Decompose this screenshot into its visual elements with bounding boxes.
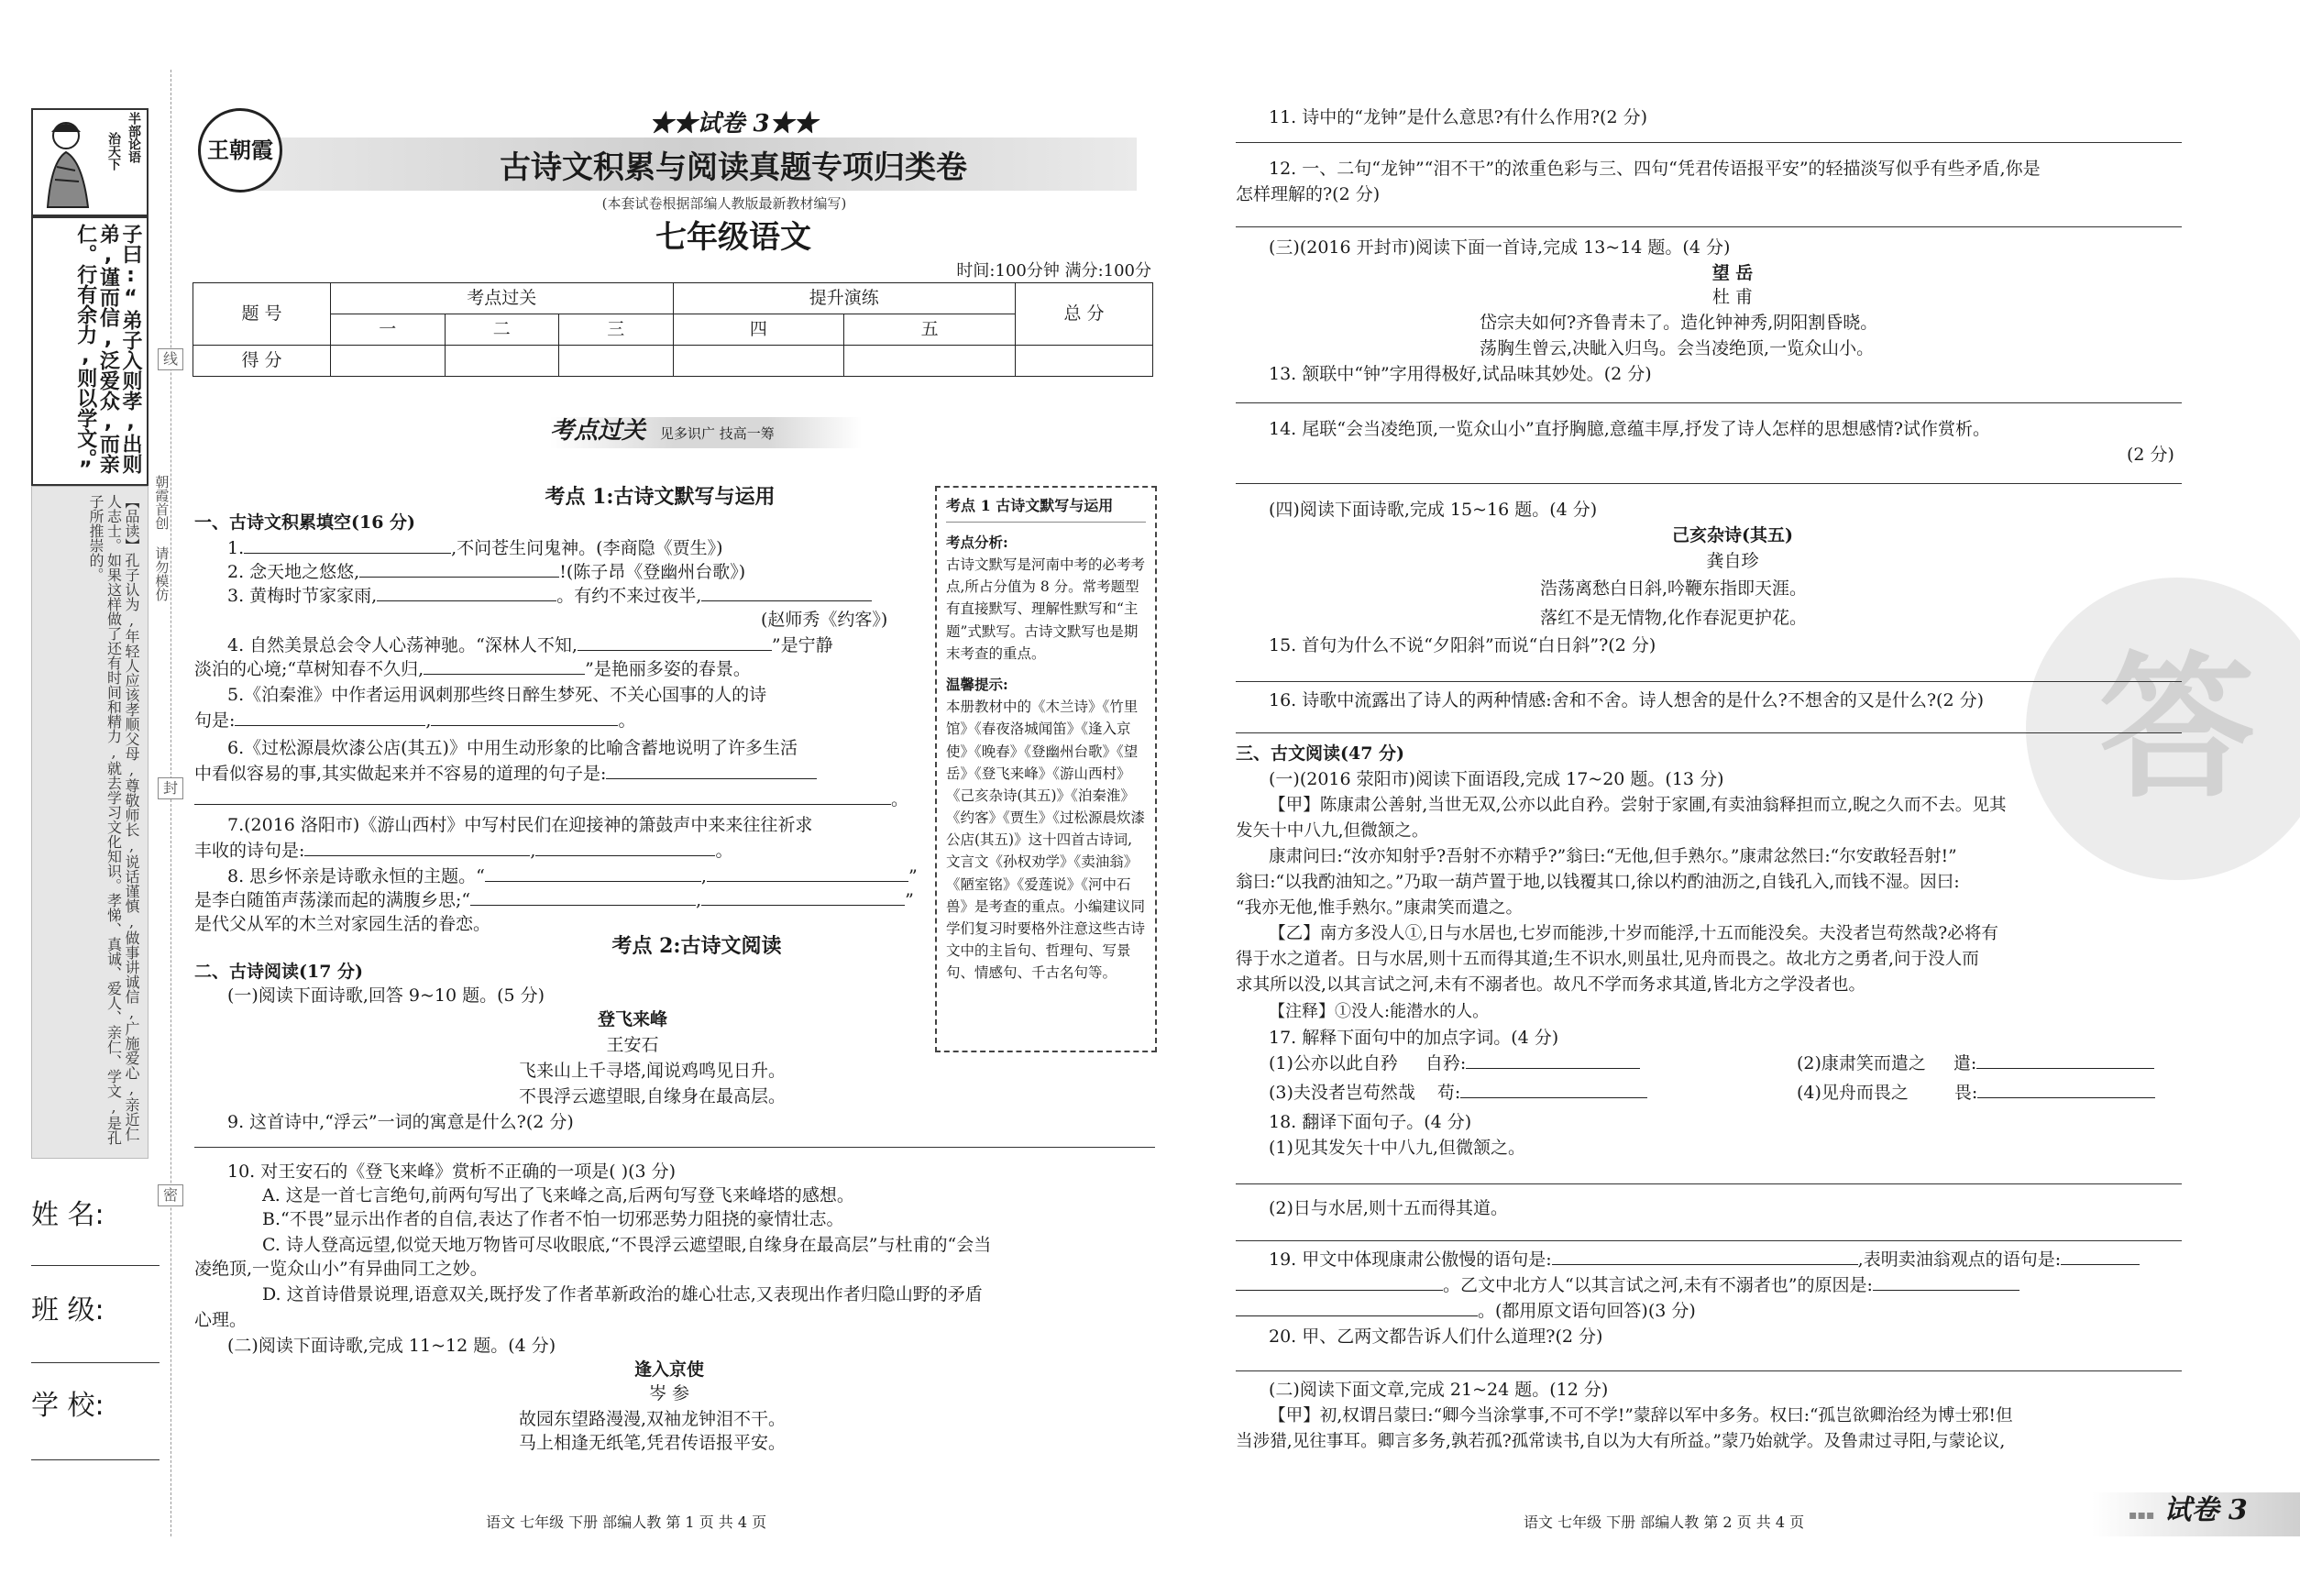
q18-2-answer-line[interactable] [1236, 1234, 2182, 1241]
poem2-line2: 马上相逢无纸笔,凭君传语报平安。 [519, 1433, 787, 1453]
kaodian-title: 考点过关 见多识广 技高一筹 [550, 417, 775, 445]
q17-2: (2)康肃笑而遣之 遣: [1797, 1052, 2154, 1076]
wenyan1-jia-1: 【甲】陈康肃公善射,当世无双,公亦以此自矜。尝射于家圃,有卖油翁释担而立,睨之久而不去。见其 [1269, 796, 2007, 815]
tip-text: 本册教材中的《木兰诗》《竹里馆》《春夜洛城闻笛》《逢入京使》《晚春》《登幽州台歌》《望岳》《登飞来峰》《游山西村》《己亥杂诗(其五)》《泊秦淮》《约客》《贾生》《过松源晨炊漆公店(其五)》这十四首古诗词,文言文《孙权劝学》《卖油翁》《陋室铭》《爱莲说》《河中石兽》是考查的重点。小编建议同学们复习时要格外注意这些古诗文中的主旨句、哲理句、写景句、情感句、千古名句等。 [946, 699, 1146, 982]
kaodian-slogan: 见多识广 技高一筹 [660, 425, 775, 442]
score-cell-4[interactable] [673, 346, 844, 377]
poem3-author: 杜 甫 [1711, 287, 1754, 307]
q17-1: (1)公亦以此自矜 自矜: [1269, 1052, 1640, 1076]
q14-score: (2 分) [2127, 445, 2174, 465]
q19-blank-2[interactable] [2061, 1249, 2140, 1265]
q14: 14. 尾联“会当凌绝顶,一览众山小”直抒胸臆,意蕴丰厚,抒发了诗人怎样的思想感情?试作赏析。 [1269, 419, 1990, 439]
wenyan1-note: 【注释】①没人:能潜水的人。 [1269, 1002, 1490, 1021]
score-header-kaodian: 考点过关 [331, 283, 674, 314]
poem1-author: 王安石 [606, 1035, 659, 1055]
paper-title: 古诗文积累与阅读真题专项归类卷 [500, 149, 967, 186]
wenyan1-yi-1: 【乙】南方多没人①,日与水居也,七岁而能涉,十岁而能浮,十五而能没矣。夫没者岂苟然哉?必将有 [1269, 924, 1998, 943]
q10-option-d-cont: 心理。 [194, 1310, 248, 1330]
tip-box [935, 486, 1157, 1052]
wenyan1-intro: (一)(2016 荥阳市)阅读下面语段,完成 17~20 题。(13 分) [1269, 769, 1724, 789]
q19-blank-5[interactable] [1236, 1300, 1478, 1316]
wenyan1-jia-3: 康肃问曰:“汝亦知射乎?吾射不亦精乎?”翁曰:“无他,但手熟尔。”康肃忿然曰:“尔安敢轻吾射!” [1269, 847, 1957, 866]
watermark-seal: 答 [2026, 578, 2300, 880]
q18-1-answer-line[interactable] [1236, 1177, 2182, 1184]
q16-answer-line[interactable] [1236, 726, 2182, 733]
q10-option-d[interactable]: D. 这首诗借景说理,语意双关,既抒发了作者革新政治的雄心壮志,又表现出作者归隐山野的矛盾 [262, 1284, 983, 1304]
confucius-illustration [39, 116, 99, 211]
q5-blank-2[interactable] [431, 710, 618, 726]
q16: 16. 诗歌中流露出了诗人的两种情感:舍和不舍。诗人想舍的是什么?不想舍的又是什么?(2 分) [1269, 690, 1984, 710]
left-page-footer: 语文 七年级 下册 部编人教 第 1 页 共 4 页 [486, 1513, 767, 1531]
q6-blank-1[interactable] [606, 763, 817, 779]
q12-answer-line[interactable] [1236, 220, 2182, 227]
poem2-author: 岑 参 [648, 1383, 690, 1403]
page-badge-dots: ▪▪▪ [2129, 1508, 2155, 1523]
q7-blank-2[interactable] [535, 840, 715, 856]
q7-blank-1[interactable] [304, 840, 530, 856]
score-table [193, 282, 1153, 377]
score-col-5: 五 [844, 314, 1016, 346]
poem4-line2: 落红不是无情物,化作春泥更护花。 [1540, 608, 1808, 628]
poem1-line2: 不畏浮云遮望眼,自缘身在最高层。 [519, 1086, 787, 1106]
class-label: 班 级: [31, 1294, 105, 1326]
q2-blank[interactable] [359, 561, 559, 578]
pindu-box [31, 486, 149, 1159]
q20: 20. 甲、乙两文都告诉人们什么道理?(2 分) [1269, 1326, 1603, 1347]
poem3-title: 望 岳 [1711, 263, 1754, 283]
q17: 17. 解释下面句中的加点字词。(4 分) [1269, 1028, 1559, 1048]
score-cell-1[interactable] [331, 346, 446, 377]
wenyan2-jia-2: 当涉猎,见往事耳。卿言多务,孰若孤?孤常读书,自以为大有所益。”蒙乃始就学。及鲁肃过寻阳,与蒙论议, [1236, 1432, 2006, 1451]
pindu-text: 【品读】孔子认为,年轻人应该孝顺父母,尊敬师长,说话谨慎,做事讲诚信,广施爱心,亲近仁人志士。如果这样做了还有时间和精力,就去学习文化知识。孝悌、真诚、爱人、亲仁、学文,是孔子所推崇的。 [86, 494, 140, 1145]
section-1: 一、古诗文积累填空(16 分) [194, 512, 416, 533]
quote-box [31, 216, 149, 486]
wenyan1-yi-2: 得于水之道者。日与水居,则十五而得其道;生不识水,则虽壮,见舟而畏之。故北方之勇者,问于没人而 [1236, 950, 1979, 969]
poem4-intro: (四)阅读下面诗歌,完成 15~16 题。(4 分) [1269, 500, 1598, 520]
paper-subtitle: (本套试卷根据部编人教版最新教材编写) [601, 195, 847, 212]
q18-2: (2)日与水居,则十五而得其道。 [1269, 1198, 1508, 1218]
score-header-tisheng: 提升演练 [673, 283, 1016, 314]
q20-answer-line[interactable] [1236, 1364, 2182, 1371]
wenyan1-jia-5: “我亦无他,惟手熟尔。”康肃笑而遣之。 [1236, 898, 1524, 918]
q6-cont2: 。 [194, 788, 908, 812]
poem2-title: 逢入京使 [633, 1359, 704, 1380]
section-2: 二、古诗阅读(17 分) [194, 962, 364, 982]
q3: 3. 黄梅时节家家雨, 。有约不来过夜半, [227, 585, 872, 609]
q6-blank-2[interactable] [194, 788, 891, 805]
poem4-line1: 浩荡离愁白日斜,吟鞭东指即天涯。 [1540, 578, 1808, 599]
q18: 18. 翻译下面句子。(4 分) [1269, 1112, 1472, 1132]
q13-answer-line[interactable] [1236, 396, 2182, 403]
school-field[interactable] [31, 1459, 160, 1460]
section-3: 三、古文阅读(47 分) [1236, 743, 1405, 764]
q15: 15. 首句为什么不说“夕阳斜”而说“白日斜”?(2 分) [1269, 635, 1656, 655]
tip-title: 温馨提示: [946, 675, 1008, 693]
fold-note: 朝霞首创 请勿模仿 [153, 475, 171, 601]
q8-cont: 是李白随笛声荡漾而起的满腹乡思;“ , ” [194, 890, 914, 910]
q3-blank-1[interactable] [377, 585, 556, 601]
q8-end: 是代父从军的木兰对家园生活的眷恋。 [194, 914, 491, 934]
poem3-line1: 岱宗夫如何?齐鲁青未了。造化钟神秀,阴阳割昏晓。 [1480, 313, 1878, 333]
tip-box-head: 考点 1 古诗文默写与运用 [946, 495, 1146, 523]
q6: 6.《过松源晨炊漆公店(其五)》中用生动形象的比喻含蓄地说明了许多生活 [227, 738, 798, 758]
q17-1-blank[interactable] [1466, 1052, 1640, 1069]
q8-blank-1[interactable] [485, 865, 701, 882]
q7: 7.(2016 洛阳市)《游山西村》中写村民们在迎接神的箫鼓声中来来往往祈求 [227, 815, 813, 835]
q19-blank-3[interactable] [1236, 1274, 1443, 1291]
q9-answer-line[interactable] [194, 1140, 1155, 1148]
q7-cont: 丰收的诗句是: , 。 [194, 841, 733, 861]
analysis-text: 古诗文默写是河南中考的必考考点,所占分值为 8 分。常考题型有直接默写、理解性默写和“主题”式默写。古诗文默写也是期末考查的重点。 [946, 556, 1146, 662]
score-col-1: 一 [331, 314, 446, 346]
q6-cont: 中看似容易的事,其实做起来并不容易的道理的句子是: [194, 763, 817, 787]
q17-3: (3)夫没者岂苟然哉 苟: [1269, 1082, 1647, 1106]
right-page-footer: 语文 七年级 下册 部编人教 第 2 页 共 4 页 [1524, 1513, 1805, 1531]
q1-blank[interactable] [244, 537, 451, 554]
analysis-title: 考点分析: [946, 533, 1008, 551]
fold-mark-xian: 线 [158, 348, 183, 370]
score-row-label: 得 分 [193, 346, 331, 377]
time-info: 时间:100分钟 满分:100分 [956, 261, 1151, 281]
poem1-intro: (一)阅读下面诗歌,回答 9~10 题。(5 分) [227, 985, 545, 1006]
q4-blank-1[interactable] [578, 634, 772, 651]
motto-2: 治天下 [106, 132, 122, 171]
name-label: 姓 名: [31, 1199, 105, 1231]
fold-mark-feng: 封 [158, 777, 183, 799]
wangzhaoxia-logo: 王朝霞 [198, 108, 282, 193]
score-col-3: 三 [559, 314, 674, 346]
kp1-title: 考点 1:古诗文默写与运用 [545, 485, 776, 509]
score-cell-3[interactable] [559, 346, 674, 377]
q8-blank-2[interactable] [707, 865, 908, 882]
poem1-line1: 飞来山上千寻塔,闻说鸡鸣见日升。 [519, 1061, 787, 1081]
score-cell-5[interactable] [844, 346, 1016, 377]
q3-source: (赵师秀《约客》) [761, 610, 888, 630]
q10: 10. 对王安石的《登飞来峰》赏析不正确的一项是( )(3 分) [227, 1161, 677, 1182]
q1: 1. ,不问苍生问鬼神。(李商隐《贾生》) [227, 538, 723, 558]
q17-2-blank[interactable] [1976, 1052, 2154, 1069]
q17-4-blank[interactable] [1977, 1082, 2155, 1098]
q4-cont: 淡泊的心境;“草树知春不久归, ”是艳丽多姿的春景。 [194, 659, 751, 679]
class-field[interactable] [31, 1362, 160, 1363]
q10-option-c-cont: 凌绝顶,一览众山小”有异曲同工之妙。 [194, 1259, 488, 1279]
poem2-line1: 故园东望路漫漫,双袖龙钟泪不干。 [519, 1409, 787, 1429]
wenyan2-intro: (二)阅读下面文章,完成 21~24 题。(12 分) [1269, 1380, 1609, 1400]
q11: 11. 诗中的“龙钟”是什么意思?有什么作用?(2 分) [1269, 107, 1648, 127]
q10-option-a[interactable]: A. 这是一首七言绝句,前两句写出了飞来峰之高,后两句写登飞来峰塔的感想。 [262, 1185, 854, 1205]
q15-answer-line[interactable] [1236, 675, 2182, 682]
score-cell-2[interactable] [445, 346, 559, 377]
q2: 2. 念天地之悠悠, !(陈子昂《登幽州台歌》) [227, 562, 746, 582]
score-header-tihao: 题 号 [193, 283, 331, 346]
q19: 19. 甲文中体现康肃公傲慢的语句是: ,表明卖油翁观点的语句是: [1269, 1249, 2140, 1272]
poem3-line2: 荡胸生曾云,决眦入归鸟。会当凌绝顶,一览众山小。 [1480, 338, 1875, 358]
school-label: 学 校: [31, 1390, 105, 1422]
q5: 5.《泊秦淮》中作者运用讽刺那些终日醉生梦死、不关心国事的人的诗 [227, 685, 767, 705]
page-badge: ▪▪▪ 试卷 3 [2092, 1492, 2300, 1536]
poem1-title: 登飞来峰 [597, 1009, 667, 1029]
paper-badge: ★★试卷 3★★ [649, 110, 818, 138]
left-strip [31, 108, 149, 216]
score-cell-total[interactable] [1016, 346, 1153, 377]
q3-blank-2[interactable] [701, 585, 872, 601]
q10-option-c[interactable]: C. 诗人登高远望,似觉天地万物皆可尽收眼底,“不畏浮云遮望眼,自缘身在最高层”与杜甫的“会当 [262, 1235, 992, 1255]
score-col-2: 二 [445, 314, 559, 346]
name-field[interactable] [31, 1265, 160, 1266]
q8-blank-4[interactable] [701, 889, 905, 906]
q10-option-b[interactable]: B.“不畏”显示出作者的自信,表达了作者不怕一切邪恶势力阻挠的豪情壮志。 [262, 1209, 844, 1229]
q8: 8. 思乡怀亲是诗歌永恒的主题。“ , ” [227, 866, 918, 886]
wenyan1-jia-2: 发矢十中八九,但微颔之。 [1236, 821, 1429, 841]
motto-1: 半部论语 [127, 112, 142, 163]
score-col-4: 四 [673, 314, 844, 346]
q4: 4. 自然美景总会令人心荡神驰。“深林人不知, ”是宁静 [227, 635, 833, 655]
grade-title: 七年级语文 [655, 219, 811, 256]
fold-mark-mi: 密 [158, 1184, 183, 1206]
q9: 9. 这首诗中,“浮云”一词的寓意是什么?(2 分) [227, 1112, 574, 1132]
q19-blank-1[interactable] [1552, 1249, 1858, 1265]
wenyan2-jia-1: 【甲】初,权谓吕蒙曰:“卿今当涂掌事,不可不学!”蒙辞以军中多务。权曰:“孤岂欲卿治经为博士邪!但 [1269, 1406, 2013, 1425]
wenyan1-yi-3: 求其所以没,以其言试之河,未有不溺者也。故凡不学而务求其道,皆北方之学没者也。 [1236, 975, 1866, 995]
q19-cont: 。乙文中北方人“以其言试之河,未有不溺者也”的原因是: [1236, 1274, 2019, 1298]
poem4-author: 龚自珍 [1706, 551, 1759, 571]
poem4-title: 己亥杂诗(其五) [1672, 525, 1793, 545]
confucius-quote: 子曰:“弟子入则孝,出则弟,谨而信,泛爱众,而亲仁。行有余力,则以学文。” [73, 224, 142, 481]
q8-blank-3[interactable] [470, 889, 696, 906]
q5-cont: 句是: , 。 [194, 710, 636, 731]
q19-blank-4[interactable] [1873, 1274, 2019, 1291]
q12: 12. 一、二句“龙钟”“泪不干”的浓重色彩与三、四句“凭君传语报平安”的轻描淡写似乎有些矛盾,你是 [1269, 159, 2041, 179]
q17-4: (4)见舟而畏之 畏: [1797, 1082, 2155, 1106]
q12-cont: 怎样理解的?(2 分) [1236, 184, 1381, 204]
q11-answer-line[interactable] [1236, 136, 2182, 143]
wenyan1-jia-4: 翁曰:“以我酌油知之。”乃取一葫芦置于地,以钱覆其口,徐以杓酌油沥之,自钱孔入,而钱不湿。因曰: [1236, 873, 1960, 892]
q18-1: (1)见其发矢十中八九,但微颔之。 [1269, 1138, 1525, 1158]
q19-end: 。(都用原文语句回答)(3 分) [1236, 1300, 1696, 1324]
poem3-intro: (三)(2016 开封市)阅读下面一首诗,完成 13~14 题。(4 分) [1269, 237, 1731, 258]
q17-3-blank[interactable] [1460, 1082, 1647, 1098]
q5-blank-1[interactable] [235, 710, 425, 726]
score-header-total: 总 分 [1016, 283, 1153, 346]
q13: 13. 颔联中“钟”字用得极好,试品味其妙处。(2 分) [1269, 364, 1652, 384]
q14-answer-line[interactable] [1236, 477, 2182, 484]
kp2-title: 考点 2:古诗文阅读 [611, 934, 782, 958]
poem2-intro: (二)阅读下面诗歌,完成 11~12 题。(4 分) [227, 1336, 556, 1356]
q4-blank-2[interactable] [424, 658, 585, 675]
